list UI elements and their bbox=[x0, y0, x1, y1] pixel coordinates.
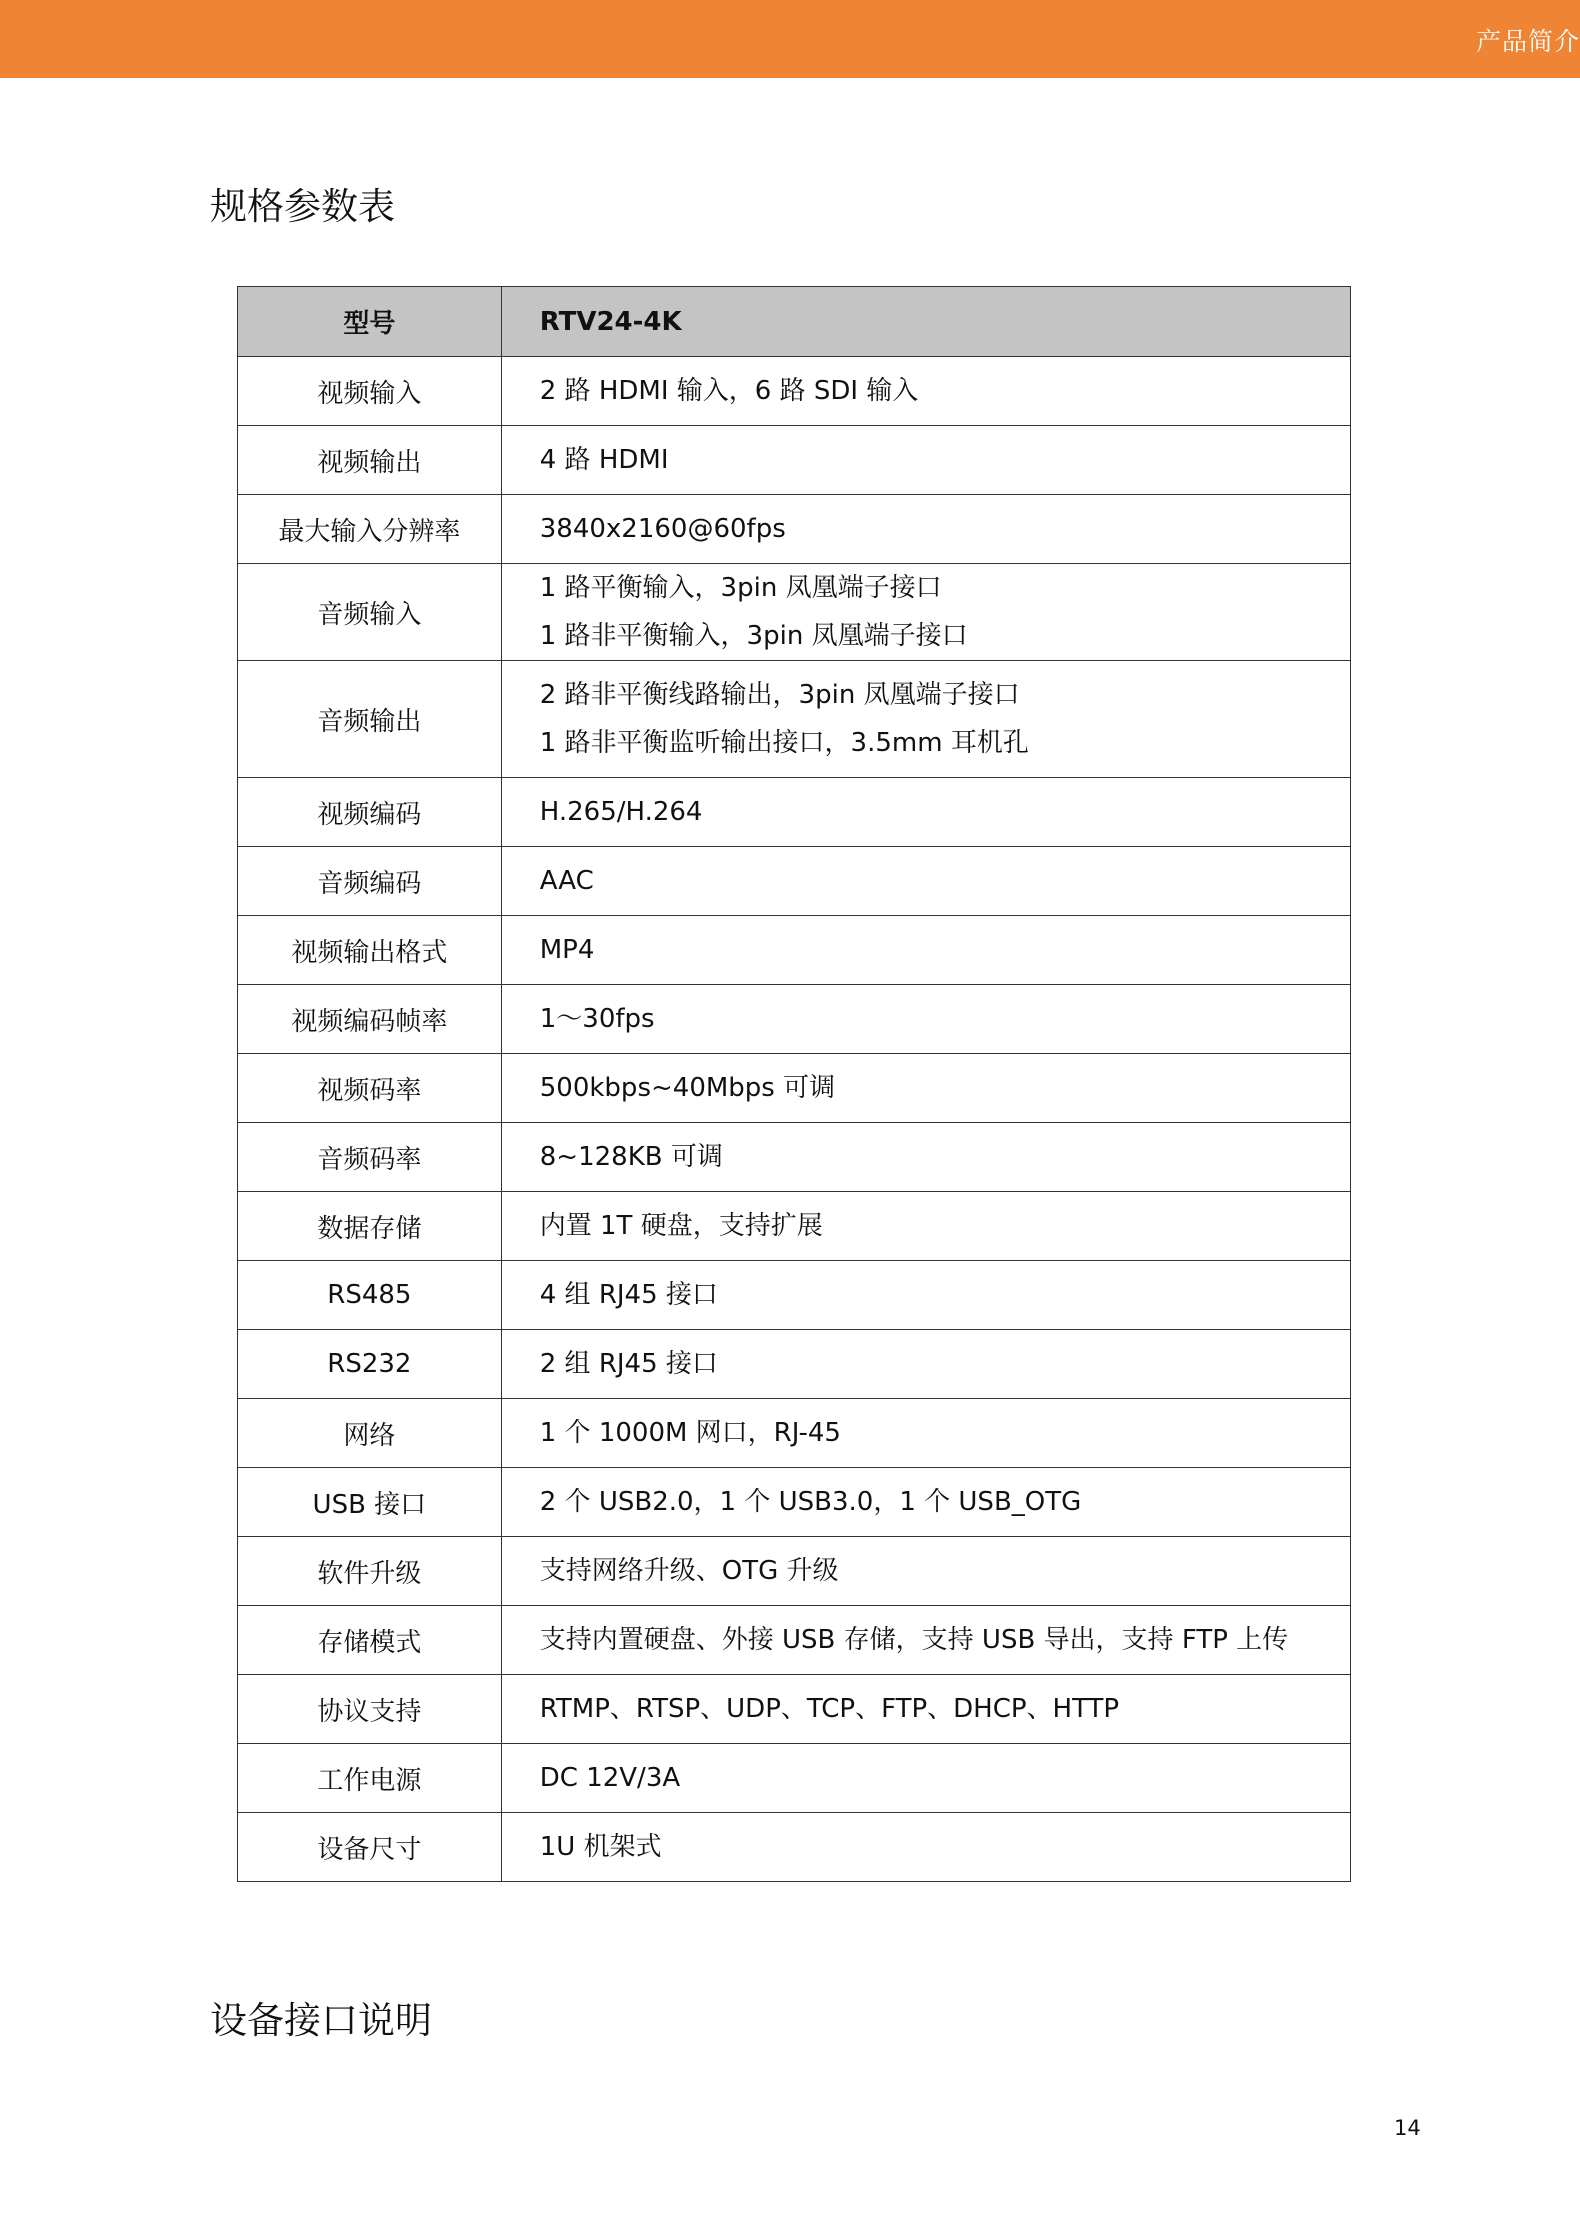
spec-value-line: 1～30fps bbox=[539, 1004, 655, 1034]
spec-value-line: DC 12V/3A bbox=[539, 1763, 681, 1793]
spec-value-cell bbox=[501, 1675, 1350, 1744]
header-bar bbox=[0, 0, 1580, 78]
spec-value-cell bbox=[501, 1330, 1350, 1399]
spec-value-line: 8~128KB 可调 bbox=[539, 1142, 723, 1172]
spec-value-cell bbox=[501, 1537, 1350, 1606]
table-row bbox=[238, 564, 1351, 661]
spec-value-line: 1 路平衡输入，3pin 凤凰端子接口 bbox=[539, 573, 942, 603]
table-row bbox=[238, 426, 1351, 495]
spec-value-cell bbox=[501, 1123, 1350, 1192]
spec-value-cell bbox=[501, 1813, 1350, 1882]
spec-value-cell bbox=[501, 357, 1350, 426]
table-row bbox=[238, 1330, 1351, 1399]
spec-value-cell bbox=[501, 847, 1350, 916]
spec-name-cell: 视频输出格式 bbox=[238, 916, 502, 985]
table-row bbox=[238, 661, 1351, 778]
spec-name-cell: 网络 bbox=[238, 1399, 502, 1468]
spec-value-cell bbox=[501, 778, 1350, 847]
spec-name-cell: RS485 bbox=[238, 1261, 502, 1330]
table-row bbox=[238, 1399, 1351, 1468]
spec-name-cell: 视频输入 bbox=[238, 357, 502, 426]
spec-value-line: 支持内置硬盘、外接 USB 存储，支持 USB 导出，支持 FTP 上传 bbox=[539, 1625, 1289, 1655]
spec-name-cell: 视频编码 bbox=[238, 778, 502, 847]
spec-value-line: 1 个 1000M 网口，RJ-45 bbox=[539, 1418, 841, 1448]
table-row bbox=[238, 1675, 1351, 1744]
table-row bbox=[238, 778, 1351, 847]
table-row bbox=[238, 916, 1351, 985]
table-row bbox=[238, 1123, 1351, 1192]
spec-value-line: 2 个 USB2.0，1 个 USB3.0，1 个 USB_OTG bbox=[539, 1487, 1082, 1517]
spec-name-cell: 工作电源 bbox=[238, 1744, 502, 1813]
spec-value-cell bbox=[501, 426, 1350, 495]
spec-name-cell: 视频编码帧率 bbox=[238, 985, 502, 1054]
spec-value-line: 1 路非平衡监听输出接口，3.5mm 耳机孔 bbox=[539, 728, 1029, 758]
spec-value-cell bbox=[501, 1054, 1350, 1123]
spec-name-cell: USB 接口 bbox=[238, 1468, 502, 1537]
table-row bbox=[238, 1813, 1351, 1882]
spec-name-cell: 存储模式 bbox=[238, 1606, 502, 1675]
spec-name-cell: 软件升级 bbox=[238, 1537, 502, 1606]
table-row bbox=[238, 1606, 1351, 1675]
spec-value-line: H.265/H.264 bbox=[539, 797, 703, 827]
interface-section-title: 设备接口说明 bbox=[210, 1999, 432, 2042]
spec-table-title: 规格参数表 bbox=[210, 185, 395, 228]
table-row bbox=[238, 985, 1351, 1054]
spec-value-cell bbox=[501, 1192, 1350, 1261]
table-row bbox=[238, 495, 1351, 564]
table-row bbox=[238, 847, 1351, 916]
spec-value-cell bbox=[501, 1606, 1350, 1675]
spec-value-line: 4 组 RJ45 接口 bbox=[539, 1280, 718, 1310]
spec-name-cell: RS232 bbox=[238, 1330, 502, 1399]
spec-value-line: 1U 机架式 bbox=[539, 1832, 662, 1862]
page-number: 14 bbox=[1394, 2116, 1421, 2140]
spec-name-cell: 音频输出 bbox=[238, 661, 502, 778]
spec-value-line: 支持网络升级、OTG 升级 bbox=[539, 1556, 839, 1586]
spec-value-cell bbox=[501, 1261, 1350, 1330]
spec-value-line: 内置 1T 硬盘，支持扩展 bbox=[539, 1211, 823, 1241]
model-label: 型号 bbox=[238, 287, 502, 357]
spec-name-cell: 数据存储 bbox=[238, 1192, 502, 1261]
table-row bbox=[238, 1054, 1351, 1123]
spec-name-cell: 音频编码 bbox=[238, 847, 502, 916]
spec-table bbox=[237, 286, 1351, 1882]
spec-name-cell: 最大输入分辨率 bbox=[238, 495, 502, 564]
spec-table-body bbox=[238, 287, 1351, 1882]
table-row bbox=[238, 1468, 1351, 1537]
spec-value-cell bbox=[501, 661, 1350, 778]
spec-value-line: 4 路 HDMI bbox=[539, 445, 669, 475]
spec-value-line: AAC bbox=[539, 866, 594, 896]
model-value: RTV24-4K bbox=[501, 287, 1350, 357]
spec-value-line: 3840x2160@60fps bbox=[539, 514, 786, 544]
spec-value-line: 2 路 HDMI 输入，6 路 SDI 输入 bbox=[539, 376, 919, 406]
spec-value-cell bbox=[501, 916, 1350, 985]
spec-name-cell: 音频码率 bbox=[238, 1123, 502, 1192]
spec-value-line: MP4 bbox=[539, 935, 595, 965]
spec-value-cell bbox=[501, 495, 1350, 564]
spec-value-line: RTMP、RTSP、UDP、TCP、FTP、DHCP、HTTP bbox=[539, 1694, 1120, 1724]
spec-value-cell bbox=[501, 1399, 1350, 1468]
table-row bbox=[238, 357, 1351, 426]
spec-value-line: 2 路非平衡线路输出，3pin 凤凰端子接口 bbox=[539, 680, 1020, 710]
spec-name-cell: 设备尺寸 bbox=[238, 1813, 502, 1882]
table-row bbox=[238, 1744, 1351, 1813]
spec-value-line: 500kbps~40Mbps 可调 bbox=[539, 1073, 836, 1103]
table-row bbox=[238, 1261, 1351, 1330]
spec-value-line: 1 路非平衡输入，3pin 凤凰端子接口 bbox=[539, 621, 968, 651]
spec-name-cell: 协议支持 bbox=[238, 1675, 502, 1744]
spec-name-cell: 音频输入 bbox=[238, 564, 502, 661]
spec-name-cell: 视频码率 bbox=[238, 1054, 502, 1123]
spec-value-cell bbox=[501, 564, 1350, 661]
spec-name-cell: 视频输出 bbox=[238, 426, 502, 495]
spec-value-line: 2 组 RJ45 接口 bbox=[539, 1349, 718, 1379]
table-row bbox=[238, 1537, 1351, 1606]
spec-value-cell bbox=[501, 1468, 1350, 1537]
spec-value-cell bbox=[501, 985, 1350, 1054]
header-section-label: 产品简介 bbox=[1475, 27, 1580, 56]
table-header-row bbox=[238, 287, 1351, 357]
spec-value-cell bbox=[501, 1744, 1350, 1813]
table-row bbox=[238, 1192, 1351, 1261]
